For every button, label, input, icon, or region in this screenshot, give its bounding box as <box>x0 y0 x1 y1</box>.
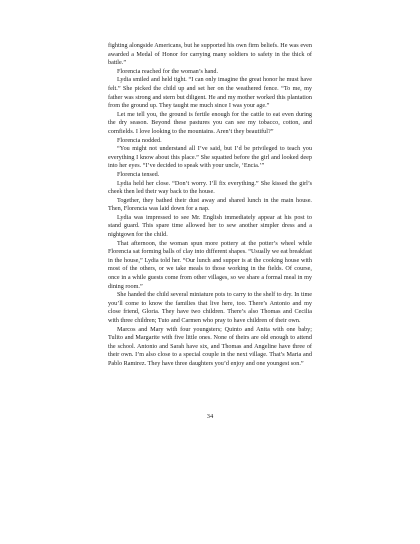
paragraph-2: Florencia reached for the woman’s hand. <box>117 68 219 75</box>
paragraph-7: Florencia tensed. <box>117 171 160 178</box>
paragraph-8: Lydia held her close. “Don’t worry. I’ll fix everything.” She kissed the girl’s cheek then led their way back to the house. <box>108 180 312 196</box>
page-number: 34 <box>206 413 214 420</box>
paragraph-4: Let me tell you, the ground is fertile enough for the cattle to eat even during the dry season. Beyond these pastures you can see my tobacco, cotton, and cornfields. I love looking to the mountains. Aren’t they beautiful?” <box>108 111 312 135</box>
paragraph-5: Florencia nodded. <box>117 137 162 144</box>
body-text <box>108 42 312 369</box>
paragraph-1: fighting alongside Americans, but he supported his own firm beliefs. He was even awarded a Medal of Honor for carrying many soldiers to safety in the thick of battle.” <box>108 43 312 67</box>
paragraph-12: She handed the child several miniature pots to carry to the shelf to dry. In time you’ll come to know the families that live here, too. There’s Antonio and my close friend, Gloria. They have two children. There’s also Thomas and Cecilia with three children; Tuto and Carmen who pray to have children of their own. <box>108 292 312 324</box>
paragraph-13: Marcos and Mary with four youngsters; Quinto and Anita with one baby; Tulito and Margarite with five little ones. None of theirs are old enough to attend the school. Antonio and Sarah have six, and Thomas and Angeline have three of their own. I’m also close to a special couple in the next village. That’s Maria and Pablo Ramirez. They have three daughters you’d enjoy and one youngest son.” <box>108 326 312 367</box>
paragraph-9: Together, they bathed their dust away and shared lunch in the main house. Then, Florencia was laid down for a nap. <box>108 197 312 213</box>
paragraph-11: That afternoon, the woman spun more pottery at the potter’s wheel while Florencia sat forming balls of clay into different shapes. “Usually we eat breakfast in the house,” Lydia told her. “Our lunch and supper is at the cooking house with most of the others, or we take meals to those working in the fields. Of course, once in a while guests come from other villages, so we share a formal meal in my dining room.” <box>108 240 312 290</box>
paragraph-6: “You might not understand all I’ve said, but I’d be privileged to teach you everything I know about this place.” She squatted before the girl and looked deep into her eyes. “I’ve decided to speak with your uncle, ‘Encia.’” <box>108 146 312 170</box>
paragraph-3: Lydia smiled and held tight. “I can only imagine the great honor he must have felt.” She picked the child up and set her on the weathered fence. “To me, my father was strong and stern but diligent. He and my mother worked this plantation from the ground up. They taught me much since I was your age.” <box>108 77 312 110</box>
paragraph-10: Lydia was impressed to see Mr. English immediately appear at his post to stand guard. This spare time allowed her to sew another simpler dress and a nightgown for the child. <box>108 214 312 239</box>
